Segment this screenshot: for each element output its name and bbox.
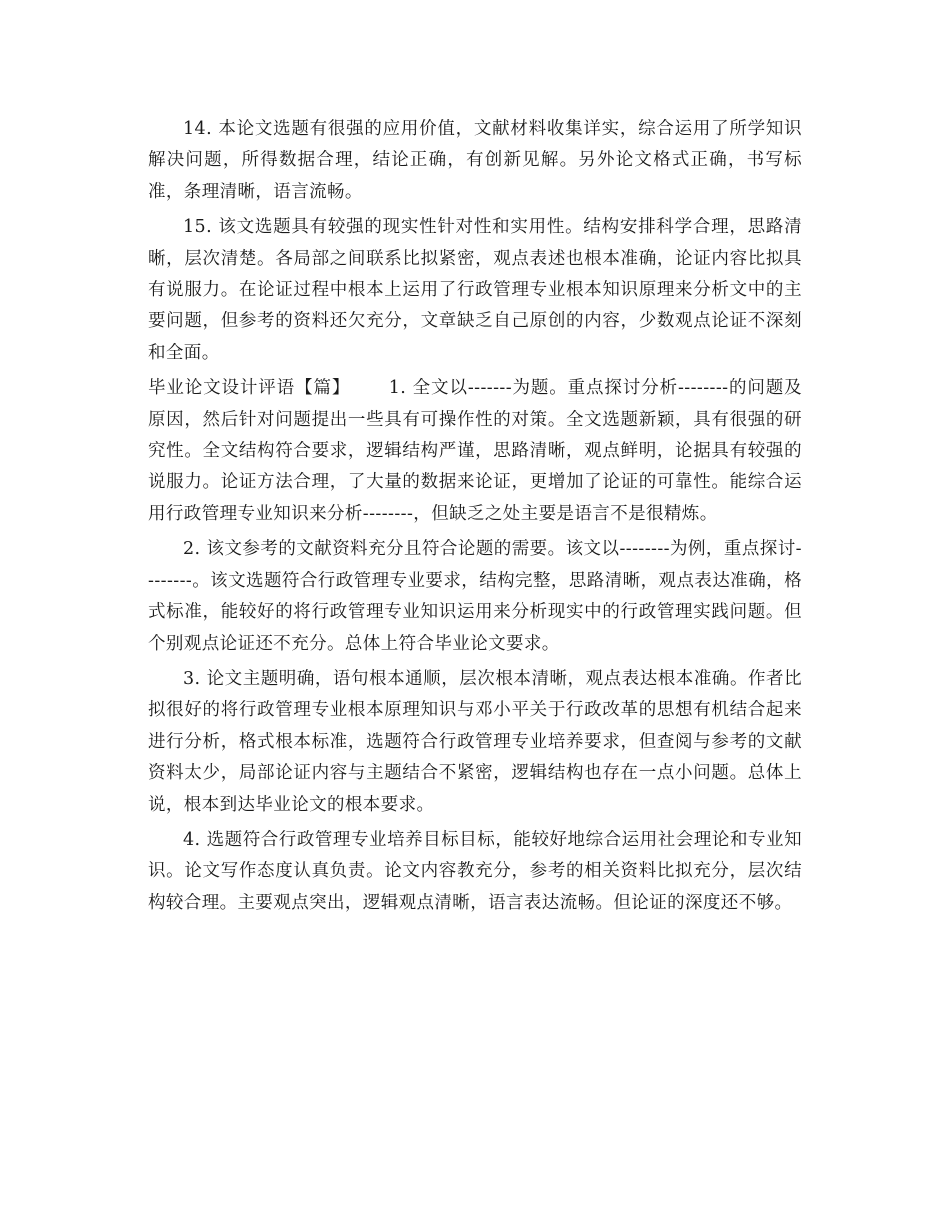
section-paragraph xyxy=(148,373,802,530)
paragraph-15: 15. 该文选题具有较强的现实性针对性和实用性。结构安排科学合理，思路清晰，层次清楚。各局部之间联系比拟紧密，观点表述也根本准确，论证内容比拟具有说服力。在论证过程中根本上运用了行政管理专业根本知识原理来分析文中的主要问题，但参考的资料还欠充分，文章缺乏自己原创的内容，少数观点论证不深刻和全面。 xyxy=(148,217,802,363)
section-first-text: 1. 全文以-------为题。重点探讨分析--------的问题及原因，然后针对问题提出一些具有可操作性的对策。全文选题新颖，具有很强的研究性。全文结构符合要求，逻辑结构严谨，思路清晰，观点鲜明，论据具有较强的说服力。论证方法合理，了大量的数据来论证，更增加了论证的可靠性。能综合运用行政管理专业知识来分析--------，但缺乏之处主要是语言不是很精炼。 xyxy=(148,378,802,524)
paragraph-2: 2. 该文参考的文献资料充分且符合论题的需要。该文以--------为例，重点探讨--------。该文选题符合行政管理专业要求，结构完整，思路清晰，观点表达准确，格式标准，能较好的将行政管理专业知识运用来分析现实中的行政管理实践问题。但个别观点论证还不充分。总体上符合毕业论文要求。 xyxy=(148,539,802,654)
paragraph-4: 4. 选题符合行政管理专业培养目标目标，能较好地综合运用社会理论和专业知识。论文写作态度认真负责。论文内容教充分，参考的相关资料比拟充分，层次结构较合理。主要观点突出，逻辑观点清晰，语言表达流畅。但论证的深度还不够。 xyxy=(148,829,802,913)
document-body xyxy=(148,114,802,923)
paragraph-14: 14. 本论文选题有很强的应用价值，文献材料收集详实，综合运用了所学知识解决问题，所得数据合理，结论正确，有创新见解。另外论文格式正确，书写标准，条理清晰，语言流畅。 xyxy=(148,119,802,202)
paragraph-3: 3. 论文主题明确，语句根本通顺，层次根本清晰，观点表达根本准确。作者比拟很好的将行政管理专业根本原理知识与邓小平关于行政改革的思想有机结合起来进行分析，格式根本标准，选题符合行政管理专业培养要求，但查阅与参考的文献资料太少，局部论证内容与主题结合不紧密，逻辑结构也存在一点小问题。总体上说，根本到达毕业论文的根本要求。 xyxy=(148,668,802,815)
section-heading: 毕业论文设计评语【篇】 xyxy=(148,378,351,399)
